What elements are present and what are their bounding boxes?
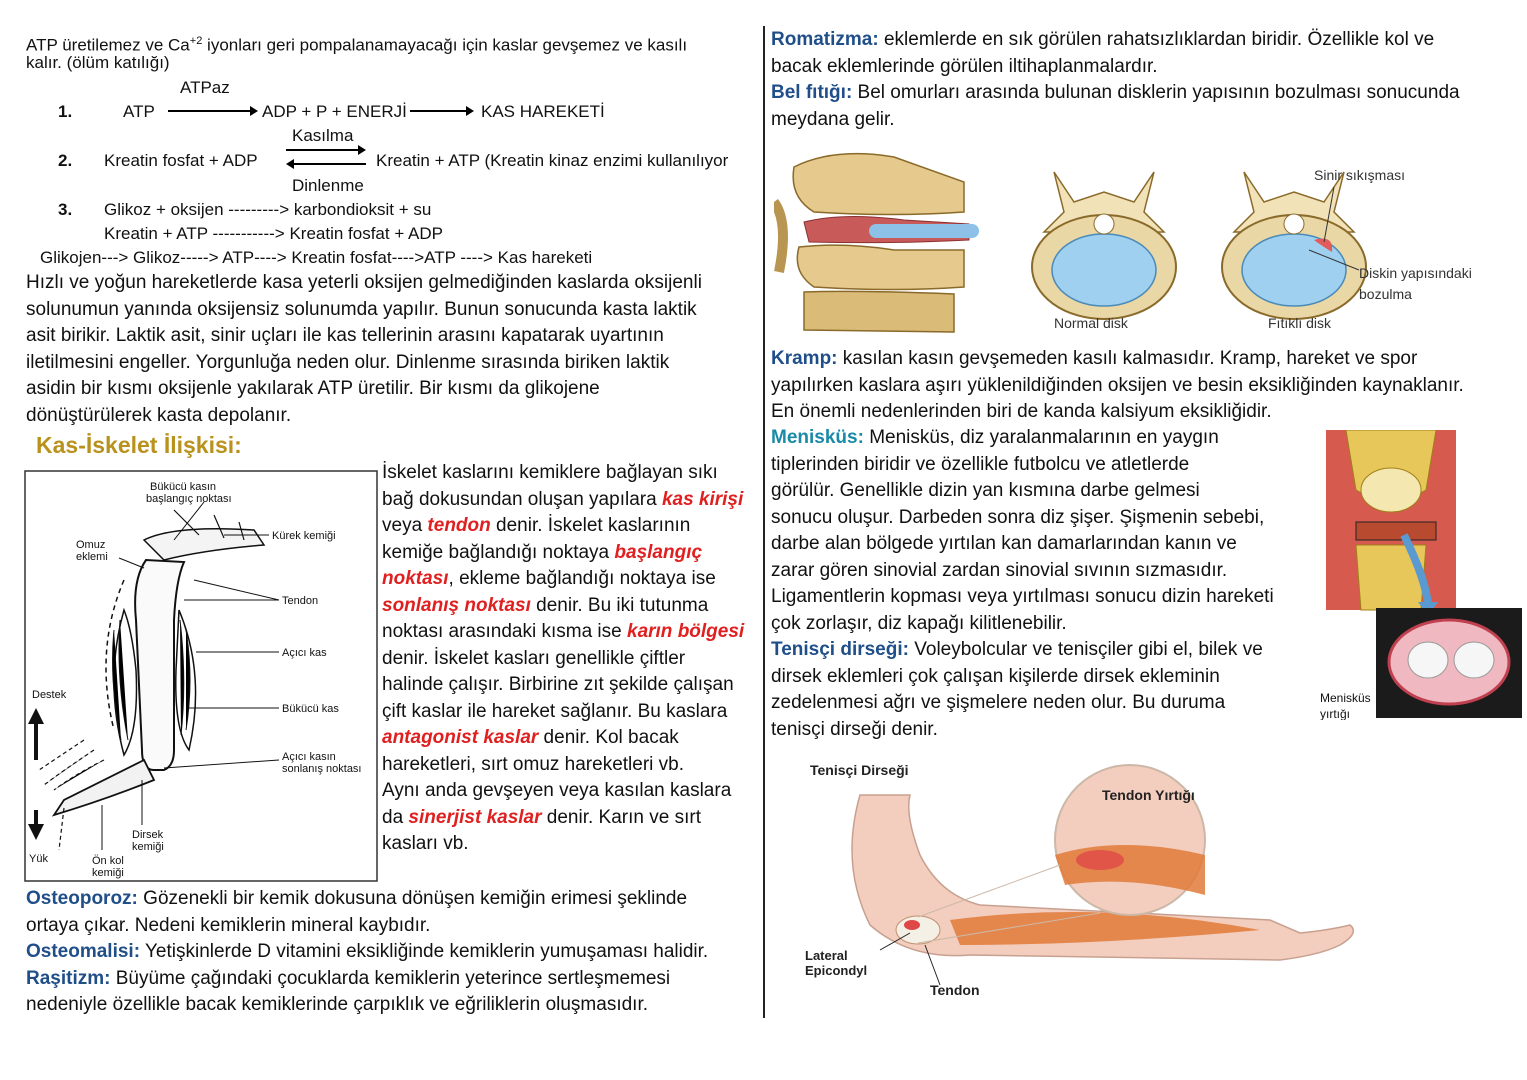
eq3-line-2: Kreatin + ATP -----------> Kreatin fosfat + ADP [104,224,443,243]
paragraph-line: zedelenmesi ağrı ve şişmelere neden olur. Bu duruma [771,692,1226,713]
paragraph-line: solunumun yanında oksijensiz solunumda yapılır. Bunun sonucunda kasta laktik [26,298,697,320]
elbow-title: Tenisçi Dirseği [810,762,909,778]
muscle-paragraph [382,460,758,858]
paragraph-line: Aynı anda gevşeyen veya kasılan kaslara [382,780,732,801]
label-tendon-tear: Tendon Yırtığı [1102,787,1195,803]
eq1-number: 1. [58,102,73,121]
label-support: Destek [32,689,67,701]
paragraph-text: veya [382,515,428,536]
label-epicondyl: Epicondyl [805,963,868,978]
cramp-text [771,346,1516,426]
term-synergist: sinerjist kaslar [408,806,542,828]
paragraph-line: iletilmesini engeller. Yorgunluğa neden olur. Dinlenme sırasında biriken laktik [26,351,670,373]
eq2-product: Kreatin + ATP (Kreatin kinaz enzimi kullanılıyor [376,151,729,170]
label-scapula: Kürek kemiği [272,530,336,542]
meniscus-text [771,425,1311,743]
paragraph-line: çift kaslar ile hareket sağlanır. Bu kaslara [382,700,728,722]
caption-degen-2: bozulma [1359,286,1412,302]
paragraph-line: yapılırken kaslara aşırı yüklenildiğinden oksijen ve besin eksikliğinden kaynaklanır. [771,374,1464,396]
intro-line-2: kalır. (ölüm katılığı) [26,53,170,72]
paragraph-text: Büyüme çağındaki çocuklarda kemiklerin yeterince sertleşmemesi [110,967,671,989]
term-meniscus: Menisküs: [771,427,864,448]
caption-hernia: Fıtıklı disk [1268,315,1332,331]
intro-text: ATP üretilemez ve Ca [26,35,190,55]
eq2-reactant: Kreatin fosfat + ADP [104,151,258,170]
paragraph-line: En önemli nedenlerinden biri de kanda kalsiyum eksikliğidir. [771,401,1272,422]
term-rheumatism: Romatizma: [771,29,879,50]
label-extensor: Açıcı kas [282,647,327,659]
paragraph-line: ortaya çıkar. Nedeni kemiklerin mineral kaybıdır. [26,914,431,936]
spine-side-view [774,154,979,332]
label-forearm: Ön kol [92,855,124,867]
section-heading: Kas-İskelet İlişkisi: [36,432,242,458]
bone-diseases [26,886,708,1019]
eq1-atp: ATP [123,102,155,121]
term-cramp: Kramp: [771,348,838,369]
paragraph-text: , ekleme bağlandığı noktaya ise [448,568,716,589]
knee-meniscus-illustration [1316,430,1524,720]
right-top-text [771,27,1511,133]
paragraph-text: Menisküs, diz yaralanmalarının en yaygın [863,427,1219,448]
paragraph-line: hareketleri, sırt omuz hareketleri vb. [382,753,685,775]
paragraph-text: kasılan kasın gevşemeden kasılı kalmasıdır. Kramp, hareket ve spor [837,348,1418,369]
intro-text-2: iyonları geri pompalanamayacağı için kaslar gevşemez ve kasılı [202,35,688,55]
arrow-icon [166,104,258,118]
spine-disc-illustration [774,142,1514,338]
paragraph-line: Hızlı ve yoğun hareketlerde kasa yeterli oksijen gelmediğinden kaslarda oksijenli [26,272,702,293]
label-meniscus-2: yırtığı [1320,707,1351,720]
paragraph-line: darbe alan bölgede yırtılan kan damarlarından kanın ve [771,533,1237,554]
paragraph-line: denir. İskelet kasları genellikle çiftler [382,647,686,669]
paragraph-line: meydana gelir. [771,108,895,130]
term-tennis-elbow: Tenisçi dirseği: [771,639,909,660]
paragraph-line: asit birikir. Laktik asit, sinir uçları ile kas tellerinin arasını kapatarak uyartının [26,325,664,346]
paragraph-line: tenisçi dirseği denir. [771,718,938,740]
eq3-line-3: Glikojen---> Glikoz-----> ATP----> Kreatin fosfat---->ATP ----> Kas hareketi [40,248,593,267]
eq1-products: ADP + P + ENERJİ [262,102,407,121]
term-antagonist: antagonist kaslar [382,727,539,748]
eq2-contraction: Kasılma [292,126,354,145]
caption-degen: Diskin yapısındaki [1359,265,1472,281]
term-belly: karın bölgesi [627,621,745,642]
paragraph-text: denir. Kol bacak [538,727,679,748]
term-herniated-disc: Bel fıtığı: [771,82,853,103]
label-tendon: Tendon [282,595,319,607]
term-tendon-alt: kas kirişi [661,488,744,510]
paragraph-text: Voleybolcular ve tenisçiler gibi el, bilek ve [908,639,1263,660]
equilibrium-arrow-icon [284,143,368,171]
paragraph-line: nedeniyle özellikle bacak kemiklerinde çarpıklık ve eğriliklerin oluşmasıdır. [26,994,648,1015]
paragraph-line: bacak eklemlerinde görülen iltihaplanmalardır. [771,55,1158,77]
label-origin: Bükücü kasın [150,481,217,493]
paragraph-text: da [382,806,409,828]
paragraph-text: noktası arasındaki kısma ise [382,621,627,642]
paragraph-text: kemiğe bağlandığı noktaya [382,541,615,563]
term-osteomalacia: Osteomalisi: [26,941,141,962]
term-rickets: Raşitizm: [26,967,111,989]
label-elbow: Dirsek [132,829,164,841]
paragraph-text: denir. Bu iki tutunma [530,594,709,616]
term-insertion: sonlanış noktası [382,594,531,616]
paragraph-text: denir. Karın ve sırt [541,806,701,828]
eq3-line-1: Glikoz + oksijen ---------> karbondioksit + su [104,200,432,219]
eq3-number: 3. [58,200,73,219]
term-tendon: tendon [427,515,491,536]
paragraph-text: Yetişkinlerde D vitamini eksikliğinde kemiklerin yumuşaması halidir. [140,941,709,962]
label-shoulder-2: eklemi [76,551,108,563]
paragraph-text: bağ dokusundan oluşan yapılara [382,488,662,510]
label-shoulder: Omuz [76,539,106,551]
label-flexor: Bükücü kas [282,703,339,715]
label-elbow-tendon: Tendon [930,982,980,998]
paragraph-line: dönüştürülerek kasta depolanır. [26,404,292,426]
eq1-result: KAS HAREKETİ [481,102,605,121]
arrow-icon [408,104,474,118]
paragraph-text: Bel omurları arasında bulunan disklerin yapısının bozulması sonucunda [852,82,1460,103]
label-meniscus: Menisküs [1320,691,1371,705]
paragraph-line: dirsek eklemleri çok çalışan kişilerde dirsek ekleminin [771,665,1220,687]
paragraph-text: denir. İskelet kaslarının [490,515,691,536]
normal-disk [1032,172,1176,319]
paragraph-line: Ligamentlerin kopması veya yırtılması sonucu dizin hareketi [771,586,1274,607]
paragraph-line: görülür. Genellikle dizin yan kısmına darbe gelmesi [771,480,1200,501]
paragraph-line: zarar gören sinovial zardan sinovial sıvının sızmasıdır. [771,559,1228,581]
paragraph-line: halinde çalışır. Birbirine zıt şekilde çalışan [382,674,734,695]
eq2-rest: Dinlenme [292,176,364,195]
term-osteoporosis: Osteoporoz: [26,888,138,909]
lactic-paragraph [26,270,702,429]
label-ext-end: Açıcı kasın [282,751,336,763]
paragraph-text: Gözenekli bir kemik dokusuna dönüşen kemiğin erimesi şeklinde [137,888,688,909]
eq2-number: 2. [58,151,73,170]
label-ext-end-2: sonlanış noktası [282,763,362,775]
term-origin: başlangıç [614,541,703,563]
paragraph-line: sonucu oluşur. Darbeden sonra diz şişer. Şişmenin sebebi, [771,506,1265,528]
label-forearm-2: kemiği [92,867,124,879]
herniated-disk [1222,172,1366,319]
term-origin-2: noktası [382,568,449,589]
paragraph-text: eklemlerde en sık görülen rahatsızlıklardan biridir. Özellikle kol ve [878,29,1435,50]
tennis-elbow-illustration [800,755,1380,1005]
paragraph-line: İskelet kaslarını kemiklere bağlayan sıkı [382,462,718,483]
paragraph-line: kasları vb. [382,833,469,854]
paragraph-line: tiplerinden biridir ve özellikle futbolcu ve atletlerde [771,453,1190,475]
paragraph-line: çok zorlaşır, diz kapağı kilitlenebilir. [771,612,1067,634]
label-load: Yük [29,853,48,865]
paragraph-line: asidin bir kısmı oksijenle yakılarak ATP üretilir. Bir kısmı da glikojene [26,378,600,399]
label-lateral: Lateral [805,948,848,963]
column-divider [763,26,765,1018]
label-origin-2: başlangıç noktası [146,493,232,505]
label-elbow-2: kemiği [132,841,164,853]
caption-normal: Normal disk [1054,315,1128,331]
eq1-enzyme: ATPaz [180,78,230,97]
arm-muscle-diagram [24,470,378,882]
intro-superscript: +2 [189,35,203,47]
caption-nerve: Sinir sıkışması [1314,167,1406,183]
